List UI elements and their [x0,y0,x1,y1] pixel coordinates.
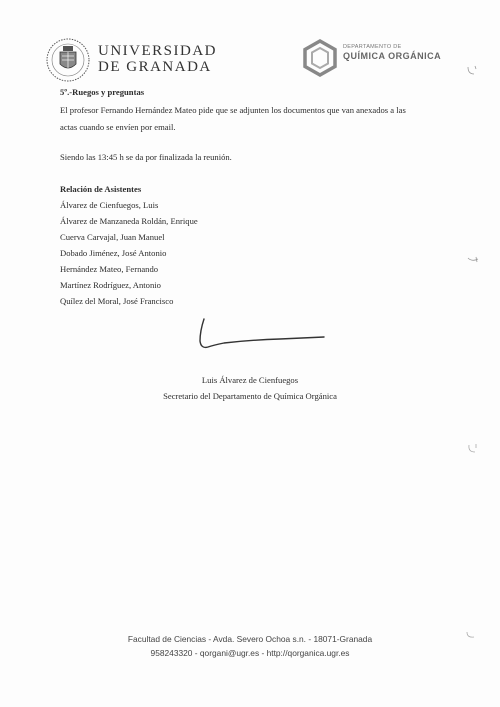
attendee-item: Martínez Rodríguez, Antonio [60,280,161,290]
department-name: QUÍMICA ORGÁNICA [343,51,442,61]
signatory-name: Luis Álvarez de Cienfuegos [201,375,299,385]
section-heading: 5º.-Ruegos y preguntas [60,87,145,97]
handwritten-signature [190,315,330,355]
attendee-item: Álvarez de Cienfuegos, Luis [60,200,159,210]
footer-contact: 958243320 - qorgani@ugr.es - http://qorganica.ugr.es [150,648,350,658]
department-label-small: DEPARTAMENTO DE [343,44,402,50]
scan-mark [466,64,480,76]
attendee-item: Hernández Mateo, Fernando [60,264,159,274]
university-name [98,43,217,75]
attendees-heading: Relación de Asistentes [60,184,142,194]
attendee-item: Quílez del Moral, José Francisco [60,296,174,306]
scan-mark [464,628,478,640]
footer-address: Facultad de Ciencias - Avda. Severo Ochoa s.n. - 18071-Granada [127,634,373,644]
section-paragraph-line1: El profesor Fernando Hernández Mateo pide que se adjunten los documentos que van anexados a las [60,105,406,115]
attendee-item: Dobado Jiménez, José Antonio [60,248,167,258]
attendee-item: Álvarez de Manzaneda Roldán, Enrique [60,216,198,226]
university-name-line1: UNIVERSIDAD [98,43,217,59]
department-hexagon-logo [300,38,340,78]
attendee-item: Cuerva Carvajal, Juan Manuel [60,232,165,242]
scan-mark [466,254,480,266]
university-name-line2: DE GRANADA [98,59,212,75]
closing-statement: Siendo las 13:45 h se da por finalizada la reunión. [60,152,232,162]
university-crest-logo [44,36,92,84]
scan-mark [466,442,480,454]
signatory-title: Secretario del Departamento de Química Orgánica [163,391,337,401]
section-paragraph-line2: actas cuando se envíen por email. [60,122,176,132]
